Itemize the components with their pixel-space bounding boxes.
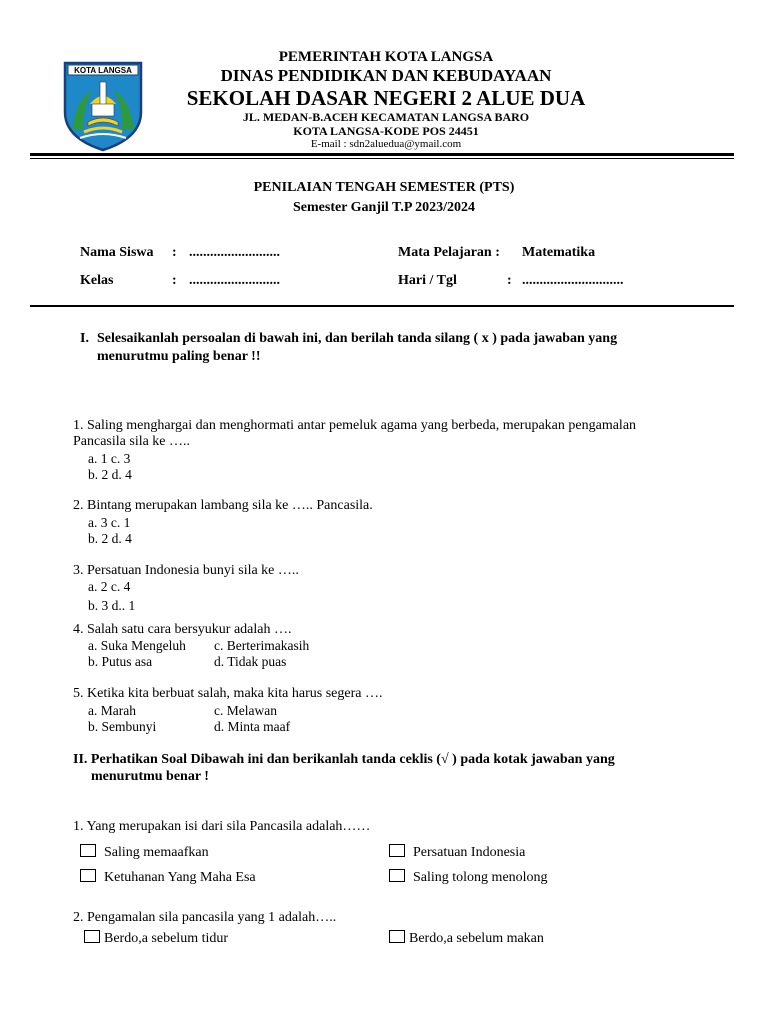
- name-blank: ..........................: [189, 245, 280, 260]
- s2-q2-option-berdoa-sebelum-tidur[interactable]: Berdo,a sebelum tidur: [84, 930, 228, 947]
- exam-title: PENILAIAN TENGAH SEMESTER (PTS): [253, 180, 515, 195]
- s1-question4-option-c: c. Berterimakasih: [214, 638, 310, 653]
- header-city-postcode: KOTA LANGSA-KODE POS 24451: [293, 124, 479, 138]
- class-label: Kelas: [80, 273, 114, 288]
- s2-question1-text: 1. Yang merupakan isi dari sila Pancasila adalah……: [73, 819, 371, 834]
- s2-q1-option-persatuan-indonesia[interactable]: Persatuan Indonesia: [389, 844, 525, 861]
- checkbox-icon[interactable]: [84, 930, 100, 943]
- s2-q2-option-berdoa-sebelum-makan[interactable]: Berdo,a sebelum makan: [389, 930, 544, 947]
- s1-question5-option-b: b. Sembunyi: [88, 719, 157, 734]
- section2-instruction-line2: menurutmu benar !: [91, 769, 209, 784]
- s1-question4-option-b: b. Putus asa: [88, 654, 153, 669]
- header-government-line: PEMERINTAH KOTA LANGSA: [278, 49, 494, 65]
- name-label: Nama Siswa: [80, 245, 154, 260]
- exam-subtitle: Semester Ganjil T.P 2023/2024: [293, 200, 475, 215]
- s2-q1-option-ketuhanan[interactable]: Ketuhanan Yang Maha Esa: [80, 869, 256, 886]
- s1-question4-text: 4. Salah satu cara bersyukur adalah ….: [73, 622, 292, 637]
- s1-question5-option-d: d. Minta maaf: [214, 719, 291, 734]
- checkbox-icon[interactable]: [80, 844, 96, 857]
- name-colon: :: [172, 245, 177, 260]
- class-blank: ..........................: [189, 273, 280, 288]
- subject-label: Mata Pelajaran :: [398, 245, 500, 260]
- header-email: E-mail : sdn2aluedua@ymail.com: [310, 138, 462, 150]
- s1-question5-option-a: a. Marah: [88, 703, 136, 718]
- section1-instruction-line1: Selesaikanlah persoalan di bawah ini, dan berilah tanda silang ( x ) pada jawaban yang: [97, 331, 618, 346]
- s1-question1-line2: Pancasila sila ke …..: [73, 434, 191, 449]
- day-date-label: Hari / Tgl: [398, 273, 457, 288]
- s1-question2-options-bd: b. 2 d. 4: [88, 531, 132, 546]
- header-department-line: DINAS PENDIDIKAN DAN KEBUDAYAAN: [220, 66, 552, 85]
- s1-question5-option-c: c. Melawan: [214, 703, 277, 718]
- header-rule-thin: [30, 158, 734, 159]
- s1-question1-line1: 1. Saling menghargai dan menghormati antar pemeluk agama yang berbeda, merupakan pengamalan: [73, 418, 637, 433]
- checkbox-icon[interactable]: [80, 869, 96, 882]
- checkbox-icon[interactable]: [389, 844, 405, 857]
- class-colon: :: [172, 273, 177, 288]
- s1-question2-options-ac: a. 3 c. 1: [88, 515, 131, 530]
- header-rule-thick: [30, 153, 734, 156]
- kota-langsa-crest-logo: [62, 60, 144, 152]
- checkbox-icon[interactable]: [389, 869, 405, 882]
- fields-rule: [30, 305, 734, 307]
- s1-question1-options-bd: b. 2 d. 4: [88, 467, 132, 482]
- header-school-name: SEKOLAH DASAR NEGERI 2 ALUE DUA: [186, 86, 586, 110]
- s1-question3-text: 3. Persatuan Indonesia bunyi sila ke …..: [73, 563, 299, 578]
- s2-q1-option-saling-memaafkan[interactable]: Saling memaafkan: [80, 844, 209, 861]
- checkbox-icon[interactable]: [389, 930, 405, 943]
- s2-question2-text: 2. Pengamalan sila pancasila yang 1 adalah…..: [73, 910, 337, 925]
- section1-numeral: I.: [80, 331, 89, 346]
- s1-question1-options-ac: a. 1 c. 3: [88, 451, 131, 466]
- section2-instruction-line1: II. Perhatikan Soal Dibawah ini dan berikanlah tanda ceklis (√ ) pada kotak jawaban yang: [73, 752, 615, 767]
- s2-q1-option-saling-tolong-menolong[interactable]: Saling tolong menolong: [389, 869, 548, 886]
- s1-question4-option-a: a. Suka Mengeluh: [88, 638, 186, 653]
- header-address-line: JL. MEDAN-B.ACEH KECAMATAN LANGSA BARO: [242, 110, 530, 124]
- s1-question5-text: 5. Ketika kita berbuat salah, maka kita harus segera ….: [73, 686, 383, 701]
- s1-question4-option-d: d. Tidak puas: [214, 654, 287, 669]
- s1-question3-options-ac: a. 2 c. 4: [88, 579, 131, 594]
- section1-instruction-line2: menurutmu paling benar !!: [97, 349, 261, 364]
- day-date-blank: .............................: [522, 273, 624, 288]
- s1-question2-text: 2. Bintang merupakan lambang sila ke ….. Pancasila.: [73, 498, 373, 513]
- s1-question3-options-bd: b. 3 d.. 1: [88, 598, 136, 613]
- logo-text: KOTA LANGSA: [74, 66, 132, 75]
- day-date-colon: :: [507, 273, 512, 288]
- subject-value: Matematika: [522, 245, 596, 260]
